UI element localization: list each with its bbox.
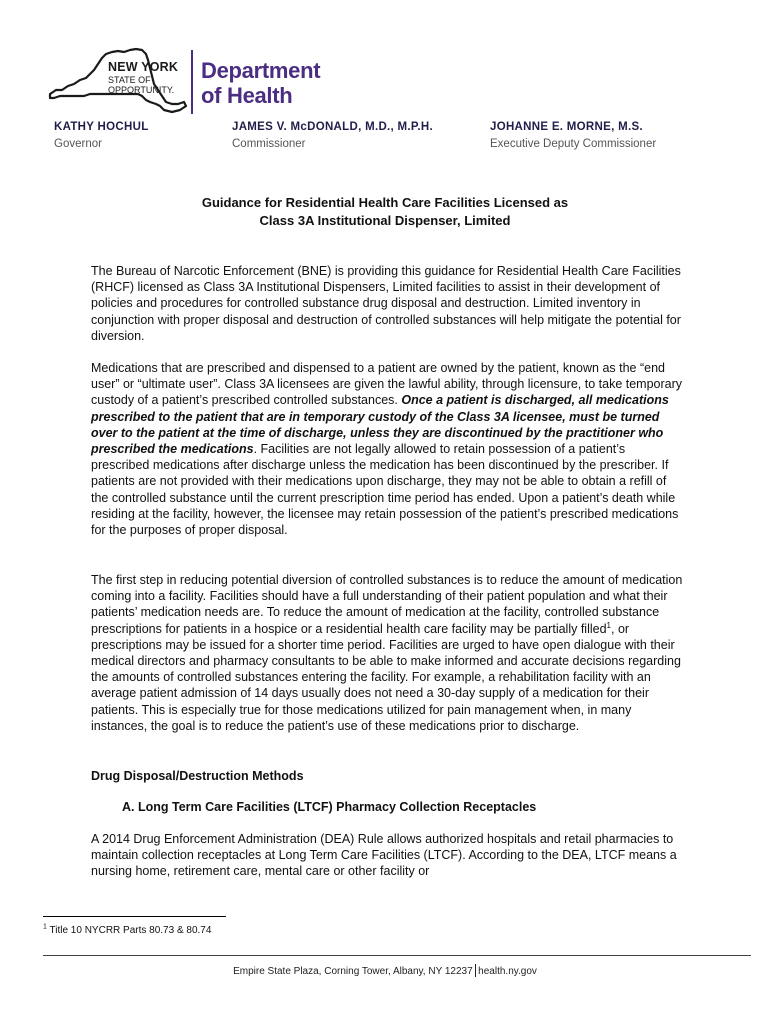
ny-state-subline-2: OPPORTUNITY. (108, 85, 175, 95)
agency-name-line2: of Health (201, 83, 293, 108)
section-heading: Drug Disposal/Destruction Methods (91, 769, 304, 783)
footer-rule (43, 955, 751, 956)
official-name-deputy: JOHANNE E. MORNE, M.S. (490, 121, 643, 133)
page-footer (0, 964, 770, 977)
paragraph-ownership-text-c: . Facilities are not legally allowed to retain possession of a patient’s prescribed medications after discharge unless the medication has been discontinued by the prescriber. If patients are not provided with their medications upon discharge, they may not be able to obtain a refill of the controlled substance until the current prescription time period has ended. Upon a patient’s death while residing at the facility, however, the licensee may retain possession of the patient’s prescribed medications for the purposes of proper disposal. (91, 442, 679, 538)
official-name-commissioner: JAMES V. McDONALD, M.D., M.P.H. (232, 121, 433, 133)
paragraph-ownership (91, 360, 683, 538)
footnote-rule (43, 916, 226, 917)
paragraph-intro: The Bureau of Narcotic Enforcement (BNE) is providing this guidance for Residential Health Care Facilities (RHCF) licensed as Class 3A Institutional Dispensers, Limited facilities to assist in their development of policies and procedures for controlled substance drug disposal and destruction. Limited inventory in conjunction with proper disposal and destruction of controlled substances will help mitigate the potential for diversion. (91, 264, 681, 343)
paragraph-reduce-diversion (91, 572, 683, 734)
paragraph-reduce-text-b: , or prescriptions may be issued for a shorter time period. Facilities are urged to have open dialogue with their medical directors and pharmacy consultants to be able to make informed and accurate decisions regarding the amounts of controlled substances entering the facility. For example, a rehabilitation facility with an average patient admission of 14 days usually does not need a 30-day supply of a medication for their patients. This is especially true for those medications utilized for pain management when, in many instances, the goal is to reduce the patient’s use of these medications prior to discharge. (91, 621, 681, 733)
footnote-text: Title 10 NYCRR Parts 80.73 & 80.74 (46, 925, 212, 936)
footer-address: Empire State Plaza, Corning Tower, Albany, NY 12237 (233, 966, 473, 977)
paragraph-ownership-emphasis: Once a patient is discharged, all medications prescribed to the patient that are in temporary custody of the Class 3A licensee, must be turned over to the patient at the time of discharge, unless they are discontinued by the practitioner who prescribed the medications (91, 393, 669, 457)
official-title-deputy: Executive Deputy Commissioner (490, 138, 657, 150)
ny-state-subline: STATE OF (108, 75, 151, 85)
footer-separator (475, 964, 477, 977)
official-title-commissioner: Commissioner (232, 138, 306, 150)
ny-state-wordmark: NEW YORK (108, 60, 179, 74)
document-title-line1: Guidance for Residential Health Care Facilities Licensed as (201, 195, 569, 210)
paragraph-ownership-text-a: Medications that are prescribed and dispensed to a patient are owned by the patient, known as the “end user” or “ultimate user”. Class 3A licensees are given the lawful ability, through licensure, to take temporary custody of a patient’s prescribed controlled substances. (91, 361, 683, 408)
footnote-reference[interactable]: 1 (606, 620, 611, 630)
paragraph-reduce-text-a: The first step in reducing potential diversion of controlled substances is to reduce the amount of medication coming into a facility. Facilities should have a full understanding of their patient population and what their patients’ medication needs are. To reduce the amount of medication at the facility, controlled substance prescriptions for patients in a hospice or a residential health care facility may be partially filled (91, 573, 683, 636)
footnote (43, 925, 211, 936)
official-name-governor: KATHY HOCHUL (54, 121, 149, 133)
footnote-marker: 1 (43, 923, 47, 931)
official-title-governor: Governor (54, 138, 102, 150)
subsection-heading: A. Long Term Care Facilities (LTCF) Pharmacy Collection Receptacles (122, 800, 537, 814)
logo-divider (191, 50, 193, 114)
agency-name-line1: Department (201, 58, 321, 83)
footer-website-link[interactable]: health.ny.gov (478, 966, 537, 977)
document-title-line2: Class 3A Institutional Dispenser, Limited (259, 213, 511, 228)
paragraph-dea-rule: A 2014 Drug Enforcement Administration (DEA) Rule allows authorized hospitals and retail pharmacies to maintain collection receptacles at Long Term Care Facilities (LTCF). According to the DEA, LTCF means a nursing home, retirement care, mental care or other facility or (91, 832, 677, 879)
